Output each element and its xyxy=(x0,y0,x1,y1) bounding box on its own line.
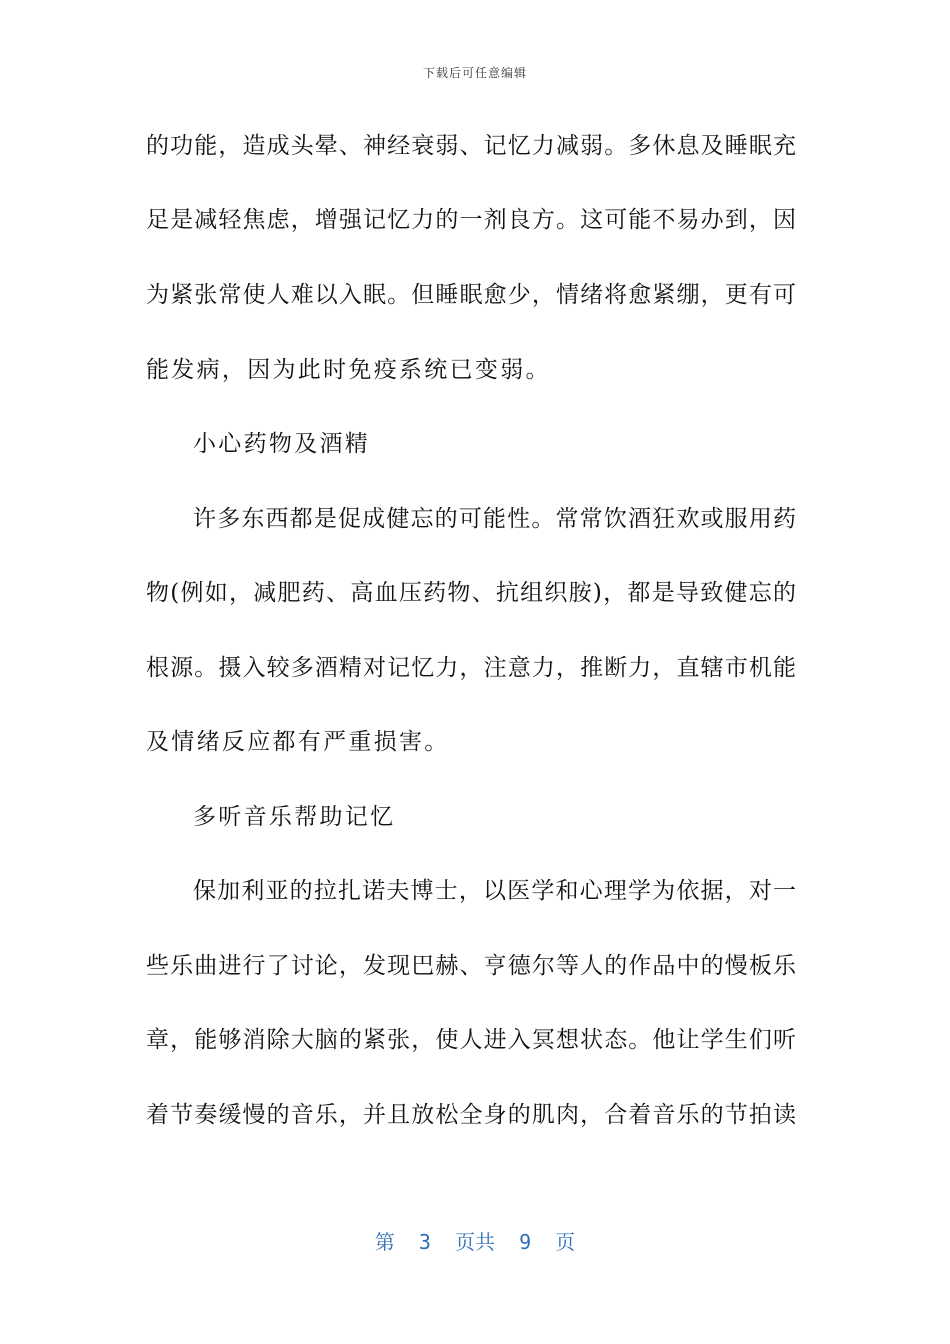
paragraph-line: 能发病，因为此时免疫系统已变弱。 xyxy=(146,357,551,383)
paragraph-line: 的功能，造成头晕、神经衰弱、记忆力减弱。多休息及睡眠充 xyxy=(146,133,796,159)
paragraph-line: 为紧张常使人难以入眠。但睡眠愈少，情绪将愈紧绷，更有可 xyxy=(146,282,796,308)
paragraph-line: 根源。摄入较多酒精对记忆力，注意力，推断力，直辖市机能 xyxy=(146,655,796,681)
paragraph-line: 物(例如，减肥药、高血压药物、抗组织胺)，都是导致健忘的 xyxy=(146,580,796,606)
section-heading: 小心药物及酒精 xyxy=(193,431,371,457)
page-header: 下载后可任意编辑 xyxy=(422,66,527,80)
paragraph-line: 及情绪反应都有严重损害。 xyxy=(146,729,450,755)
paragraph-line: 着节奏缓慢的音乐，并且放松全身的肌肉，合着音乐的节拍读 xyxy=(146,1102,796,1128)
paragraph-line: 保加利亚的拉扎诺夫博士，以医学和心理学为依据，对一 xyxy=(193,878,796,904)
page-number-footer: 第 3 页共 9 页 xyxy=(374,1230,576,1254)
paragraph-line: 足是减轻焦虑，增强记忆力的一剂良方。这可能不易办到，因 xyxy=(146,207,796,233)
section-heading: 多听音乐帮助记忆 xyxy=(193,804,396,830)
paragraph-line: 章，能够消除大脑的紧张，使人进入冥想状态。他让学生们听 xyxy=(146,1027,796,1053)
paragraph-line: 些乐曲进行了讨论，发现巴赫、亨德尔等人的作品中的慢板乐 xyxy=(146,953,796,979)
paragraph-line: 许多东西都是促成健忘的可能性。常常饮酒狂欢或服用药 xyxy=(193,506,796,532)
